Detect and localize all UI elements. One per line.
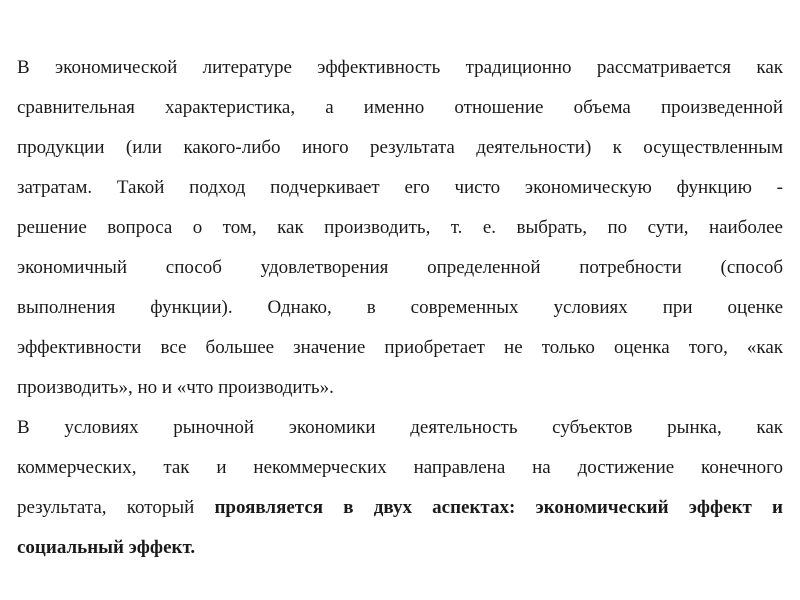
paragraph-2-line-3-normal: результата, который — [17, 497, 215, 518]
paragraph-1-line-2: сравнительная характеристика, а именно отношение объема произведенной — [17, 97, 783, 118]
paragraph-1-line-8: эффективности все большее значение приобретает не только оценка того, «как — [17, 337, 783, 358]
paragraph-1-line-9: производить», но и «что производить». — [17, 377, 334, 398]
paragraph-2-line-4-bold: социальный эффект. — [17, 537, 196, 558]
paragraph-1-line-6: экономичный способ удовлетворения определенной потребности (способ — [17, 257, 783, 278]
paragraph-1-line-7: выполнения функции). Однако, в современных условиях при оценке — [17, 297, 783, 318]
paragraph-2-line-3 — [17, 496, 783, 520]
paragraph-1-line-5: решение вопроса о том, как производить, т. е. выбрать, по сути, наиболее — [17, 217, 783, 238]
paragraph-2-line-3-bold: проявляется в двух аспектах: экономический эффект и — [214, 497, 783, 518]
paragraph-2-line-1: В условиях рыночной экономики деятельность субъектов рынка, как — [17, 417, 783, 438]
paragraph-2-line-4 — [17, 536, 783, 560]
paragraph-1-line-4: затратам. Такой подход подчеркивает его чисто экономическую функцию - — [17, 177, 783, 198]
paragraph-2-line-2: коммерческих, так и некоммерческих направлена на достижение конечного — [17, 457, 783, 478]
paragraph-1-line-1: В экономической литературе эффективность традиционно рассматривается как — [17, 57, 783, 78]
paragraph-1-line-3: продукции (или какого-либо иного результата деятельности) к осуществленным — [17, 137, 783, 158]
